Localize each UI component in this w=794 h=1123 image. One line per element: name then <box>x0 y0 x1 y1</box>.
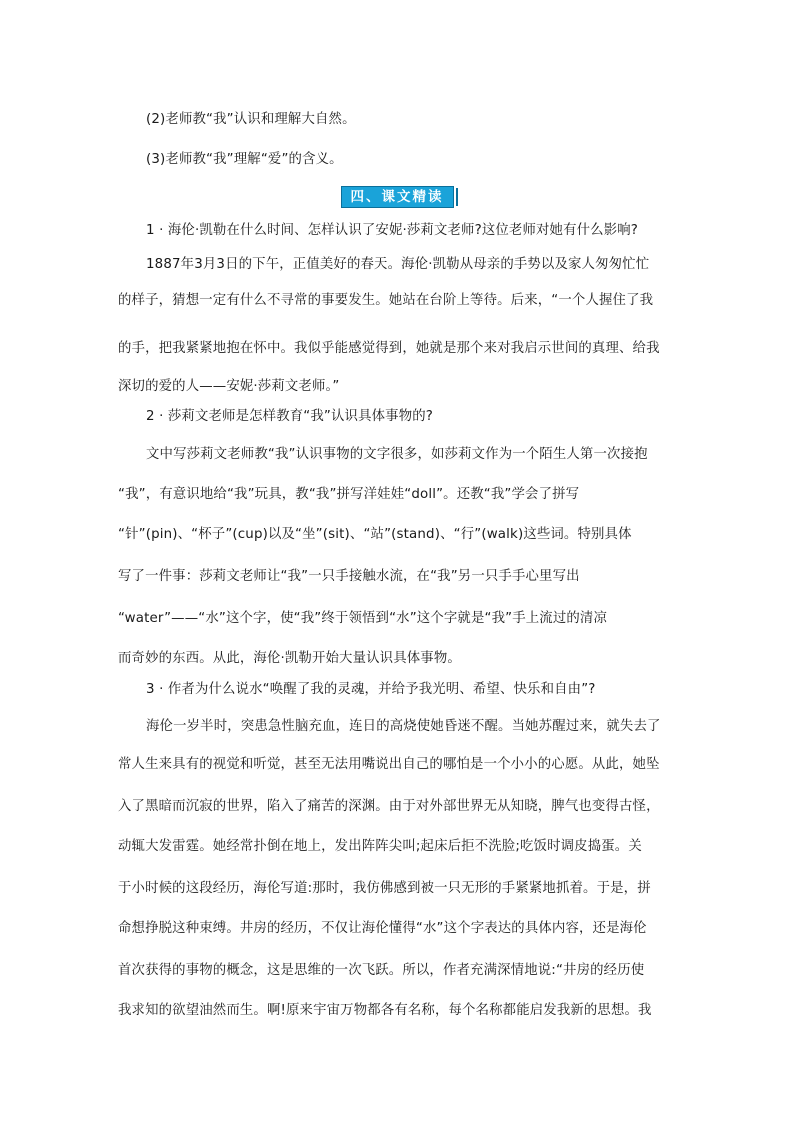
answer-2-line: “我”，有意识地给“我”玩具，教“我”拼写洋娃娃“doll”。还教“我”学会了拼写 <box>118 487 580 502</box>
answer-3-line: 动辄大发雷霆。她经常扑倒在地上，发出阵阵尖叫;起床后拒不洗脸;吃饭时调皮捣蛋。关 <box>118 839 642 854</box>
answer-3-line: 我求知的欲望油然而生。啊!原来宇宙万物都各有名称，每个名称都能启发我新的思想。我 <box>118 1003 652 1018</box>
answer-3-line: 于小时候的这段经历，海伦写道:那时，我仿佛感到被一只无形的手紧紧地抓着。于是，拼 <box>118 881 651 896</box>
answer-3-line: 海伦一岁半时，突患急性脑充血，连日的高烧使她昏迷不醒。当她苏醒过来，就失去了 <box>146 719 661 734</box>
section-heading-label: 四、课文精读 <box>350 189 444 205</box>
intro-item-3: (3)老师教“我”理解“爱”的含义。 <box>146 152 343 167</box>
answer-3-line: 命想挣脱这种束缚。井房的经历，不仅让海伦懂得“水”这个字表达的具体内容，还是海伦 <box>118 921 647 936</box>
question-2: 2 · 莎莉文老师是怎样教育“我”认识具体事物的? <box>146 409 434 424</box>
question-1: 1 · 海伦·凯勒在什么时间、怎样认识了安妮·莎莉文老师?这位老师对她有什么影响? <box>146 223 639 238</box>
answer-3-line: 入了黑暗而沉寂的世界，陷入了痛苦的深渊。由于对外部世界无从知晓，脾气也变得古怪， <box>118 799 660 814</box>
answer-3-line: 首次获得的事物的概念，这是思维的一次飞跃。所以，作者充满深情地说:“井房的经历使 <box>118 963 645 978</box>
section-heading-wrap <box>0 186 794 208</box>
section-heading <box>341 186 454 208</box>
answer-1-line: 1887年3月3日的下午，正值美好的春天。海伦·凯勒从母亲的手势以及家人匆匆忙忙 <box>146 257 650 272</box>
heading-bar-decoration <box>456 188 458 206</box>
answer-2-line: 写了一件事：莎莉文老师让“我”一只手接触水流，在“我”另一只手手心里写出 <box>118 569 580 584</box>
intro-item-2: (2)老师教“我”认识和理解大自然。 <box>146 112 356 127</box>
answer-2-line: 文中写莎莉文老师教“我”认识事物的文字很多，如莎莉文作为一个陌生人第一次接抱 <box>146 447 648 462</box>
answer-1-line: 的手，把我紧紧地抱在怀中。我似乎能感觉得到，她就是那个来对我启示世间的真理、给我 <box>118 341 660 356</box>
question-3: 3 · 作者为什么说水“唤醒了我的灵魂，并给予我光明、希望、快乐和自由”? <box>146 682 596 697</box>
answer-1-line: 的样子，猜想一定有什么不寻常的事要发生。她站在台阶上等待。后来，“一个人握住了我 <box>118 293 654 308</box>
answer-2-line: “water”——“水”这个字，使“我”终于领悟到“水”这个字就是“我”手上流过的清凉 <box>118 611 607 626</box>
answer-1-line: 深切的爱的人——安妮·莎莉文老师。” <box>118 379 340 394</box>
answer-3-line: 常人生来具有的视觉和听觉，甚至无法用嘴说出自己的哪怕是一个小小的心愿。从此，她坠 <box>118 757 660 772</box>
answer-2-line: “针”(pin)、“杯子”(cup)以及“坐”(sit)、“站”(stand)、“行”(walk)这些词。特别具体 <box>118 527 632 542</box>
answer-2-line: 而奇妙的东西。从此，海伦·凯勒开始大量认识具体事物。 <box>118 651 461 666</box>
